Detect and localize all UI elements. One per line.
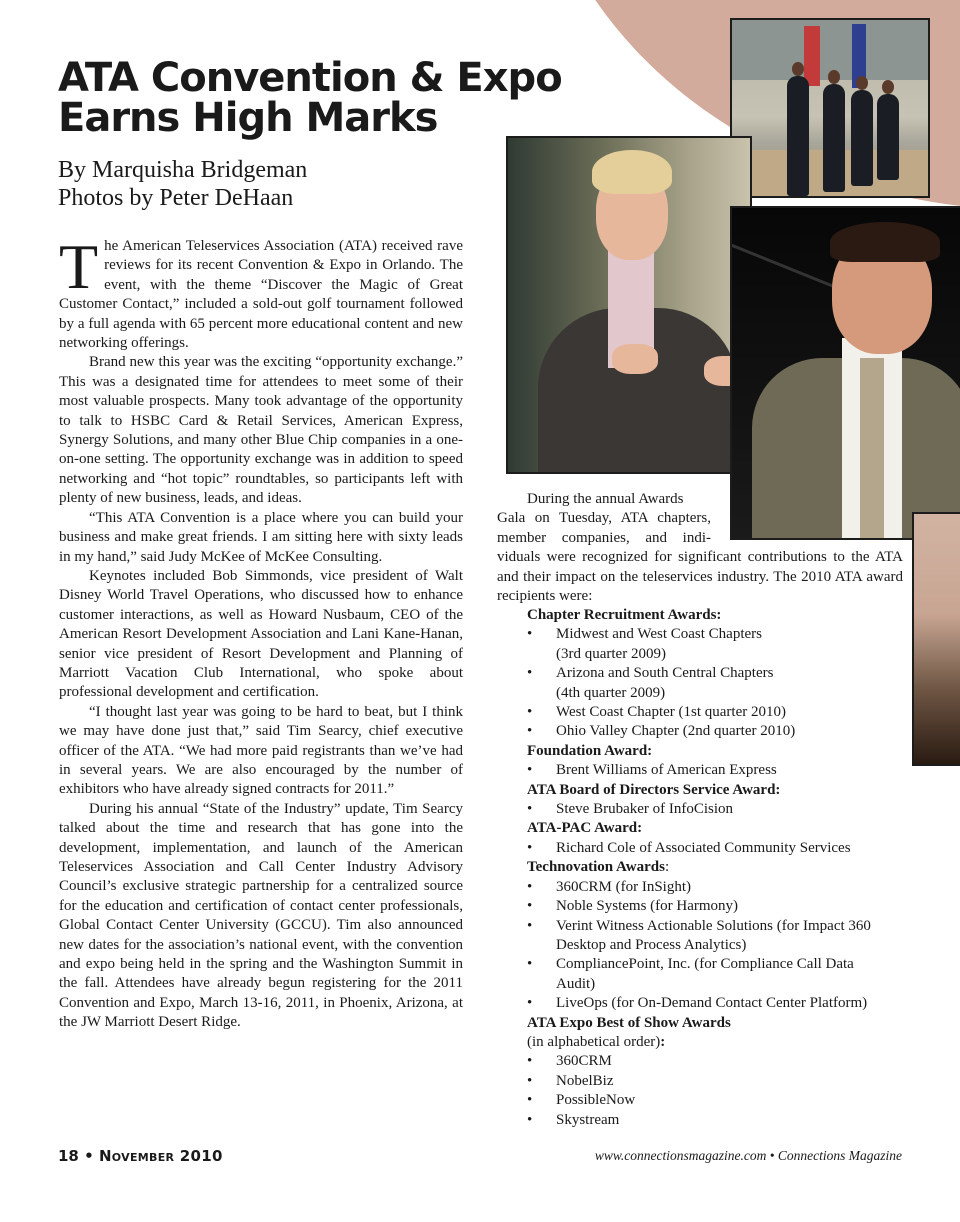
- list-item: • Richard Cole of Associated Community Services: [527, 839, 907, 858]
- hand: [612, 344, 658, 374]
- partial-photo: [912, 512, 960, 766]
- footer-separator: •: [84, 1147, 94, 1165]
- intro-line: Gala on Tuesday, ATA chapters,: [497, 510, 711, 527]
- list-item: [527, 625, 907, 664]
- paragraph: “I thought last year was going to be hard to beat, but I think we may have done just that,” said Tim Searcy, chief executive officer of the ATA. “We had more paid registrants than we’ve had in several years. We are also encouraged by the number of exhibitors who have already signed contracts for 2011.”: [59, 703, 463, 798]
- heading-colon: :: [664, 859, 670, 876]
- page-number: 18: [58, 1147, 79, 1165]
- award-heading: ATA Board of Directors Service Award:: [527, 781, 781, 798]
- paragraph: “This ATA Convention is a place where you can build your business and make great friends. I am sitting here with sixty leads in my hand,” said Judy McKee of McKee Consulting.: [59, 509, 463, 565]
- list-item: [527, 955, 907, 994]
- headline-line-2: Earns High Marks: [58, 95, 438, 141]
- drop-cap: T: [59, 231, 99, 302]
- flag: [804, 26, 820, 86]
- award-heading: Foundation Award:: [527, 742, 653, 759]
- list-item-text: (4th quarter 2009): [556, 684, 666, 701]
- list-item-text: (3rd quarter 2009): [556, 645, 666, 662]
- award-heading: [527, 858, 907, 877]
- award-heading: Chapter Recruitment Awards:: [527, 607, 722, 623]
- hair: [830, 222, 940, 262]
- list-item-text: Audit): [556, 975, 596, 992]
- speaker-woman-photo: [506, 136, 752, 474]
- list-item: • Brent Williams of American Express: [527, 761, 907, 780]
- list-item-text: • LiveOps (for On-Demand Contact Center Platform): [556, 995, 868, 1012]
- list-item: • Skystream: [527, 1111, 907, 1130]
- footer-publication: [595, 1148, 902, 1164]
- list-item-text: • Midwest and West Coast Chapters: [556, 626, 762, 643]
- intro-line: During the annual Awards: [527, 491, 684, 507]
- award-heading: ATA Expo Best of Show Awards: [527, 1014, 731, 1031]
- award-heading: ATA-PAC Award:: [527, 820, 643, 837]
- list-item: [527, 917, 907, 956]
- list-item-text: • 360CRM (for InSight): [556, 878, 691, 895]
- footer-separator: •: [769, 1148, 775, 1163]
- paragraph-text: he American Teleservices Association (ATA) received rave reviews for its recent Convention & Expo in Orlando. The event, with the theme “Discover the Magic of Great Customer Contact,” included a sold-out golf tournament followed by a full agenda with 65 percent more educational content and new networking offerings.: [59, 238, 463, 352]
- list-item-text: • Ohio Valley Chapter (2nd quarter 2010): [556, 723, 796, 740]
- issue-date: November 2010: [98, 1147, 223, 1165]
- list-item: [527, 878, 907, 897]
- paragraph: [59, 231, 463, 353]
- award-subheading: [527, 1033, 907, 1052]
- paragraph: During his annual “State of the Industry” update, Tim Searcy talked about the time and research that has gone into the development, implementation, and launch of the American Teleservices Association and Call Center Industry Advisory Council’s exclusive strategic partnership for a centralized source for the education and certification of contact center professionals, Global Contact Center University (GCCU). Tim also announced new dates for the association’s national event, with the convention and expo being held in the spring and the Washington Summit in the fall. Attendees have already begun registering for the 2011 Convention and Expo, March 13-16, 2011, in Phoenix, Arizona, at the JW Marriott Desert Ridge.: [59, 800, 463, 1031]
- list-item: • 360CRM: [527, 1052, 907, 1071]
- guard-figure: [823, 84, 845, 192]
- footer-folio: [58, 1147, 223, 1165]
- honor-guard-photo: [730, 18, 930, 198]
- list-item: • PossibleNow: [527, 1091, 907, 1110]
- magazine-name: Connections Magazine: [777, 1148, 902, 1163]
- list-item: [527, 703, 907, 722]
- website-link[interactable]: www.connectionsmagazine.com: [594, 1148, 767, 1163]
- list-item: [527, 664, 907, 703]
- award-heading-text: Technovation Awards: [527, 859, 665, 876]
- list-item-text: Desktop and Process Analytics): [556, 936, 747, 953]
- list-item-text: • Noble Systems (for Harmony): [556, 898, 739, 915]
- list-item-text: • Arizona and South Central Chapters: [556, 665, 774, 682]
- guard-figure: [787, 76, 809, 196]
- intro-text: viduals were recognized for significant contributions to the ATA and their impact on the teleservices industry. The 2010 ATA award recipients were:: [497, 549, 903, 605]
- list-item: [527, 994, 907, 1013]
- photo-credit: Photos by Peter DeHaan: [58, 185, 294, 211]
- list-item-text: • West Coast Chapter (1st quarter 2010): [556, 704, 786, 721]
- headline: [58, 55, 658, 141]
- guard-head: [828, 70, 840, 84]
- list-item-text: • CompliancePoint, Inc. (for Compliance Call Data: [556, 956, 854, 973]
- guard-figure: [851, 90, 873, 186]
- author-byline: By Marquisha Bridgeman: [58, 157, 308, 183]
- guard-head: [882, 80, 894, 94]
- paragraph: Brand new this year was the exciting “opportunity exchange.” This was a designated time for attendees to meet some of their most valuable prospects. Many took advantage of the opportunity to talk to HSBC Card & Retail Services, American Express, Synergy Solutions, and many other Blue Chip companies in a one-on-one setting. The opportunity exchange was in addition to speed networking and “hot topic” roundtables, so participants left with plenty of new business, leads, and ideas.: [59, 354, 463, 507]
- list-item: • Steve Brubaker of InfoCision: [527, 800, 907, 819]
- right-column-intro: [497, 490, 903, 606]
- byline-block: [58, 156, 307, 212]
- headline-line-1: ATA Convention & Expo: [58, 55, 562, 101]
- microphone: [730, 230, 837, 289]
- guard-head: [856, 76, 868, 90]
- intro-line: member companies, and indi-: [497, 529, 711, 546]
- award-subheading-text: (in alphabetical order): [527, 1033, 661, 1050]
- hair: [592, 150, 672, 194]
- guard-head: [792, 62, 804, 76]
- list-item: • NobelBiz: [527, 1072, 907, 1091]
- subheading-colon: :: [660, 1033, 666, 1050]
- list-item: [527, 897, 907, 916]
- paragraph: Keynotes included Bob Simmonds, vice president of Walt Disney World Travel Operations, who discussed how to enhance customer interactions, as well as Howard Nusbaum, CEO of the American Resort Development Association and Lani Kane-Hanan, senior vice president of Resort Development and Planning of Marriott Vacation Club International, who spoke about professional development and certification.: [59, 567, 463, 701]
- guard-figure: [877, 94, 899, 180]
- awards-list: [527, 606, 907, 1130]
- left-column: [59, 231, 463, 1033]
- list-item-text: • Verint Witness Actionable Solutions (for Impact 360: [556, 917, 871, 934]
- list-item: [527, 722, 907, 741]
